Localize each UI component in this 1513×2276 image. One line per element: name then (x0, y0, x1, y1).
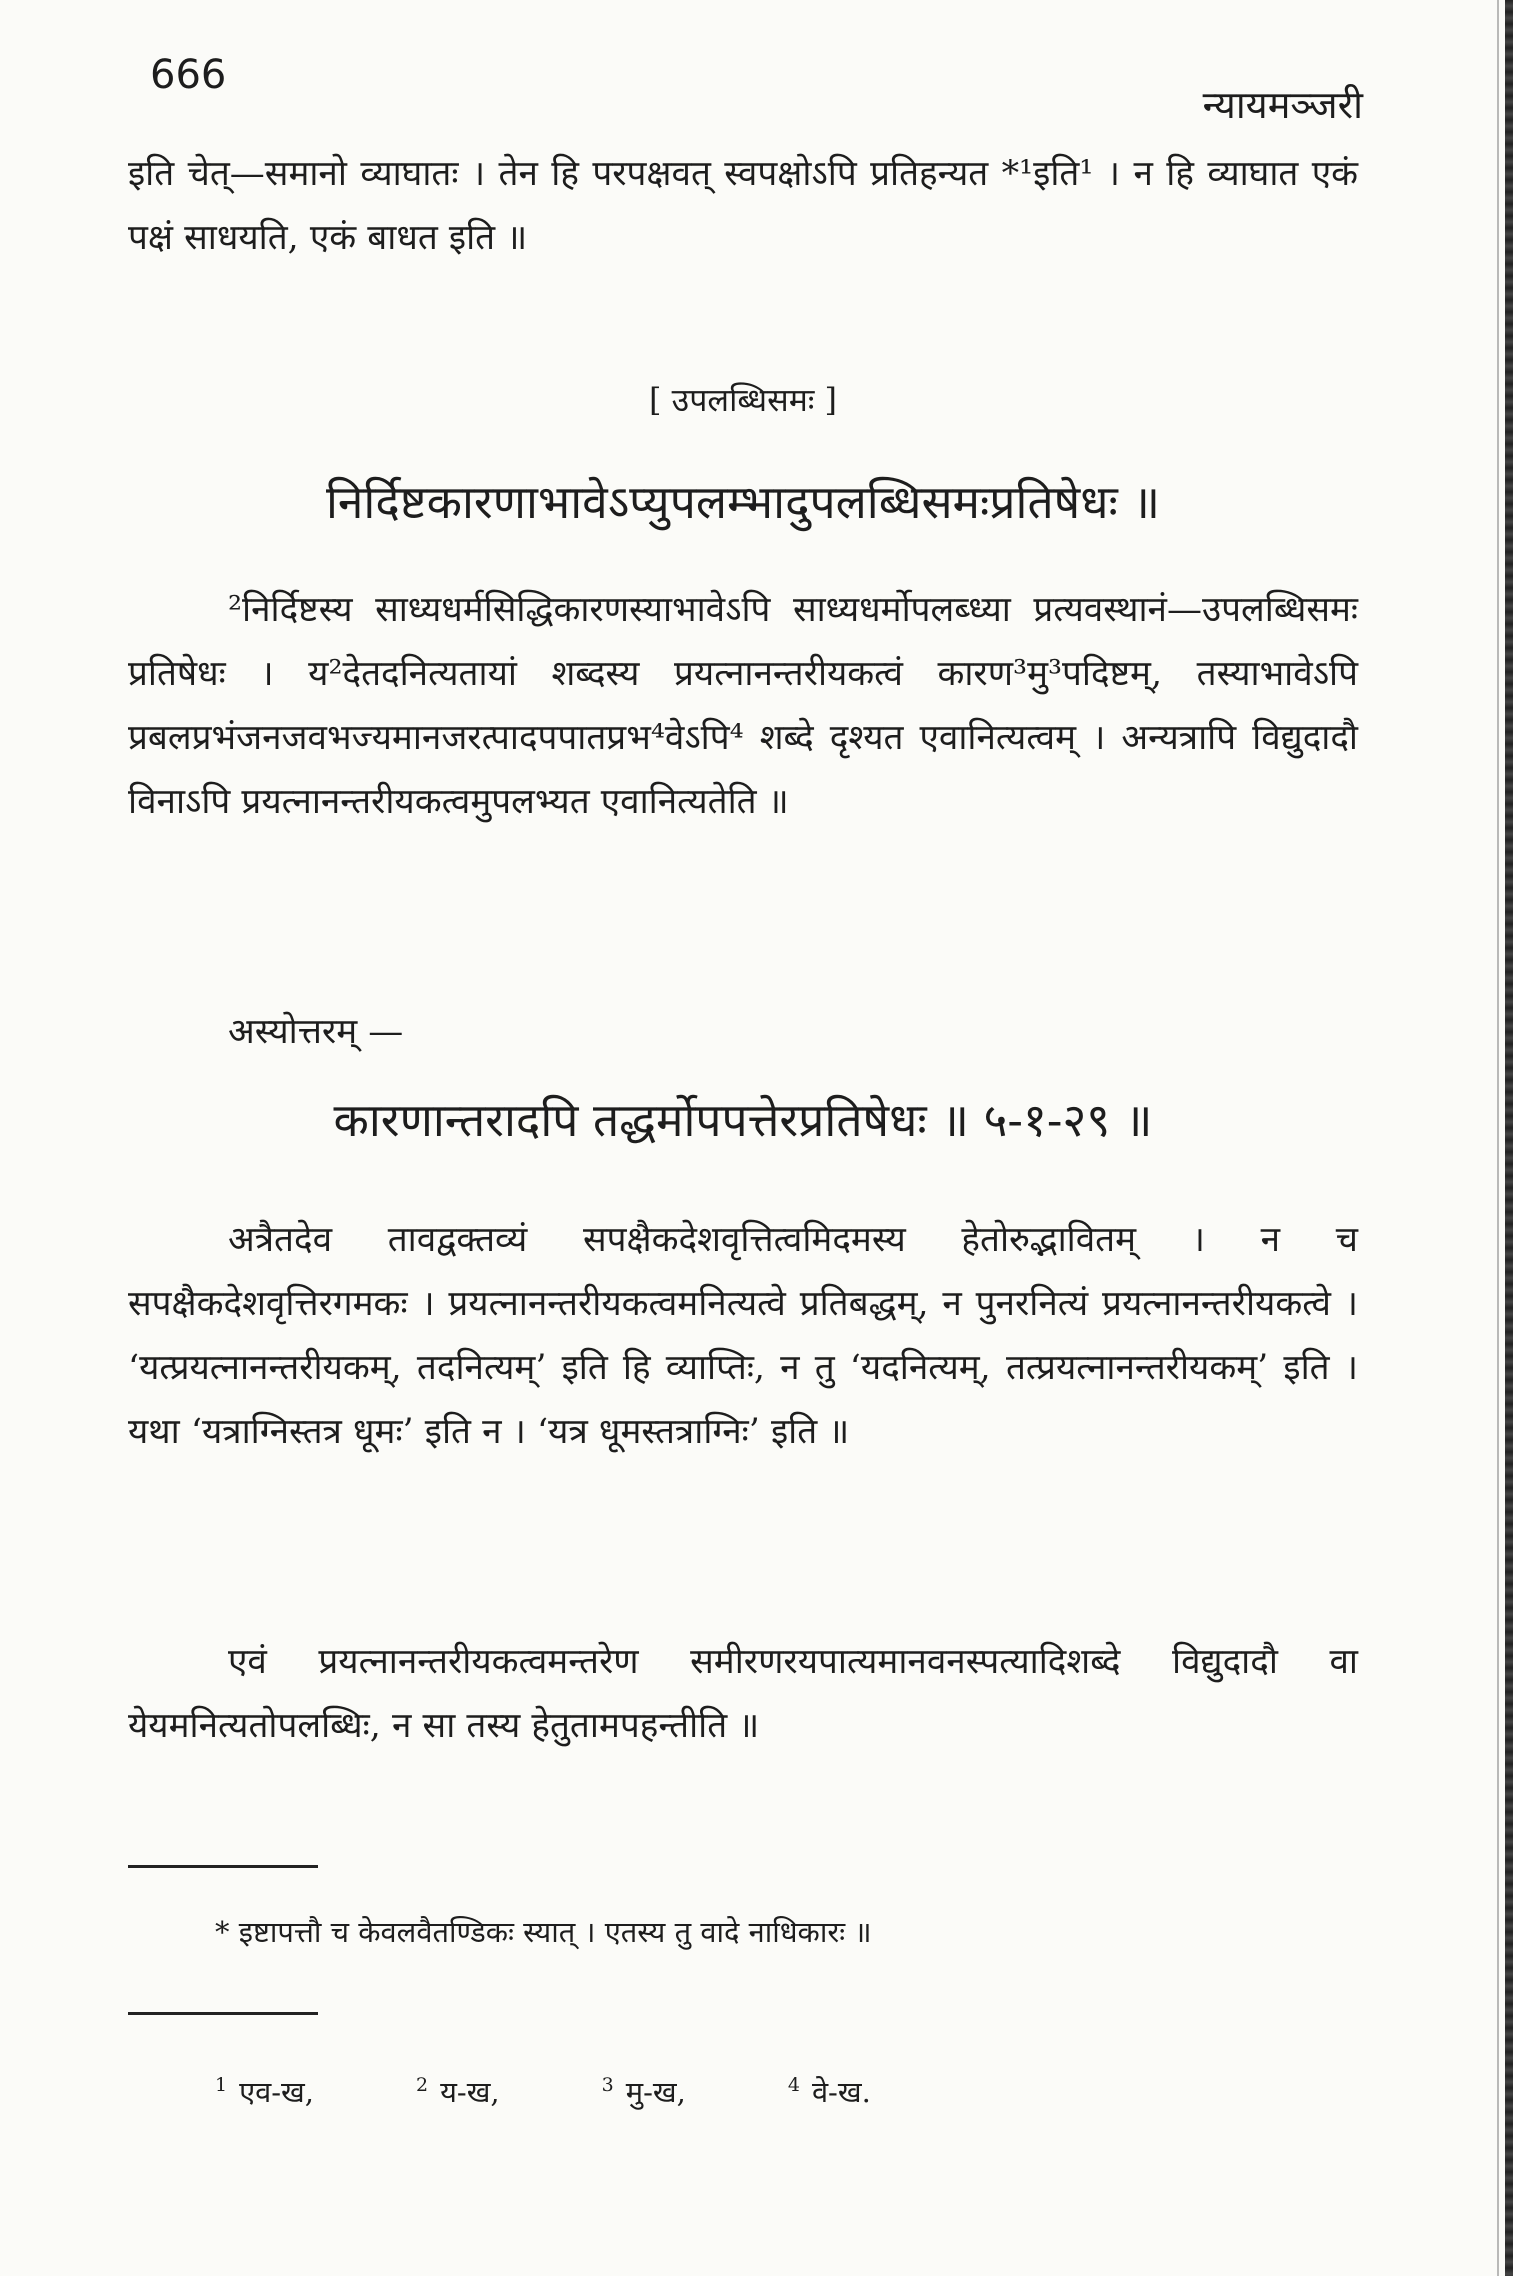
sutra-5-1-29: कारणान्तरादपि तद्धर्मोपपत्तेरप्रतिषेधः ॥ ५-१-२९ ॥ (333, 1093, 1153, 1147)
book-spine-edge (1497, 0, 1499, 2276)
footnote-star: * इष्टापत्तौ च केवलवैतण्डिकः स्यात् । एतस्य तु वादे नाधिकारः ॥ (215, 1915, 872, 1949)
paragraph-4: अत्रैतदेव तावद्वक्तव्यं सपक्षैकदेशवृत्तित्वमिदमस्य हेतोरुद्भावितम् । न च सपक्षैकदेशवृत्तिरगमकः । प्रयत्नानन्तरीयकत्वमनित्यत्वे प्रतिबद्धम्, न पुनरनित्यं प्रयत्नानन्तरीयकत्वे । ‘यत्प्रयत्नानन्तरीयकम्, तदनित्यम्’ इति हि व्याप्तिः, न तु ‘यदनित्यम्, तत्प्रयत्नानन्तरीयकम्’ इति । यथा ‘यत्राग्निस्तत्र धूमः’ इति न । ‘यत्र धूमस्तत्राग्निः’ इति ॥ (128, 1220, 1358, 1452)
paragraph-5: एवं प्रयत्नानन्तरीयकत्वमन्तरेण समीरणरयपात्यमानवनस्पत्यादिशब्दे विद्युदादौ वा येयमनित्यतोपलब्धिः, न सा तस्य हेतुतामपहन्तीति ॥ (128, 1642, 1358, 1746)
variant-reading-3: $^3$ मु-ख, (601, 2074, 686, 2109)
section-heading: [ उपलब्धिसमः ] (649, 381, 837, 419)
variant-readings (215, 2072, 1365, 2111)
variant-reading-1: $^1$ एव-ख, (215, 2074, 314, 2109)
paragraph-3: अस्योत्तरम् — (228, 1012, 404, 1052)
variant-reading-4: $^4$ वे-ख. (787, 2074, 871, 2109)
footnote-rule-1 (128, 1865, 318, 1868)
book-spine-shadow (1505, 0, 1513, 2276)
paragraph-1: इति चेत्—समानो व्याघातः । तेन हि परपक्षवत् स्वपक्षोऽपि प्रतिहन्यत *¹इति¹ । न हि व्याघात एकं पक्षं साधयति, एकं बाधत इति ॥ (128, 154, 1358, 258)
footnote-rule-2 (128, 2012, 318, 2015)
paragraph-2: ²निर्दिष्टस्य साध्यधर्मसिद्धिकारणस्याभावेऽपि साध्यधर्मोपलब्ध्या प्रत्यवस्थानं—उपलब्धिसमः प्रतिषेधः । य²देतदनित्यतायां शब्दस्य प्रयत्नानन्तरीयकत्वं कारण³मु³पदिष्टम्, तस्याभावेऽपि प्रबलप्रभंजनजवभज्यमानजरत्पादपपातप्रभ⁴वेऽपि⁴ शब्दे दृश्यत एवानित्यत्वम् । अन्यत्रापि विद्युदादौ विनाऽपि प्रयत्नानन्तरीयकत्वमुपलभ्यत एवानित्यतेति ॥ (128, 590, 1358, 822)
variant-reading-2: $^2$ य-ख, (416, 2074, 500, 2109)
running-title: न्यायमञ्जरी (1202, 83, 1363, 127)
page-number: 666 (150, 52, 227, 98)
sutra-upalabdhisama: निर्दिष्टकारणाभावेऽप्युपलम्भादुपलब्धिसमःप्रतिषेधः ॥ (325, 475, 1161, 529)
